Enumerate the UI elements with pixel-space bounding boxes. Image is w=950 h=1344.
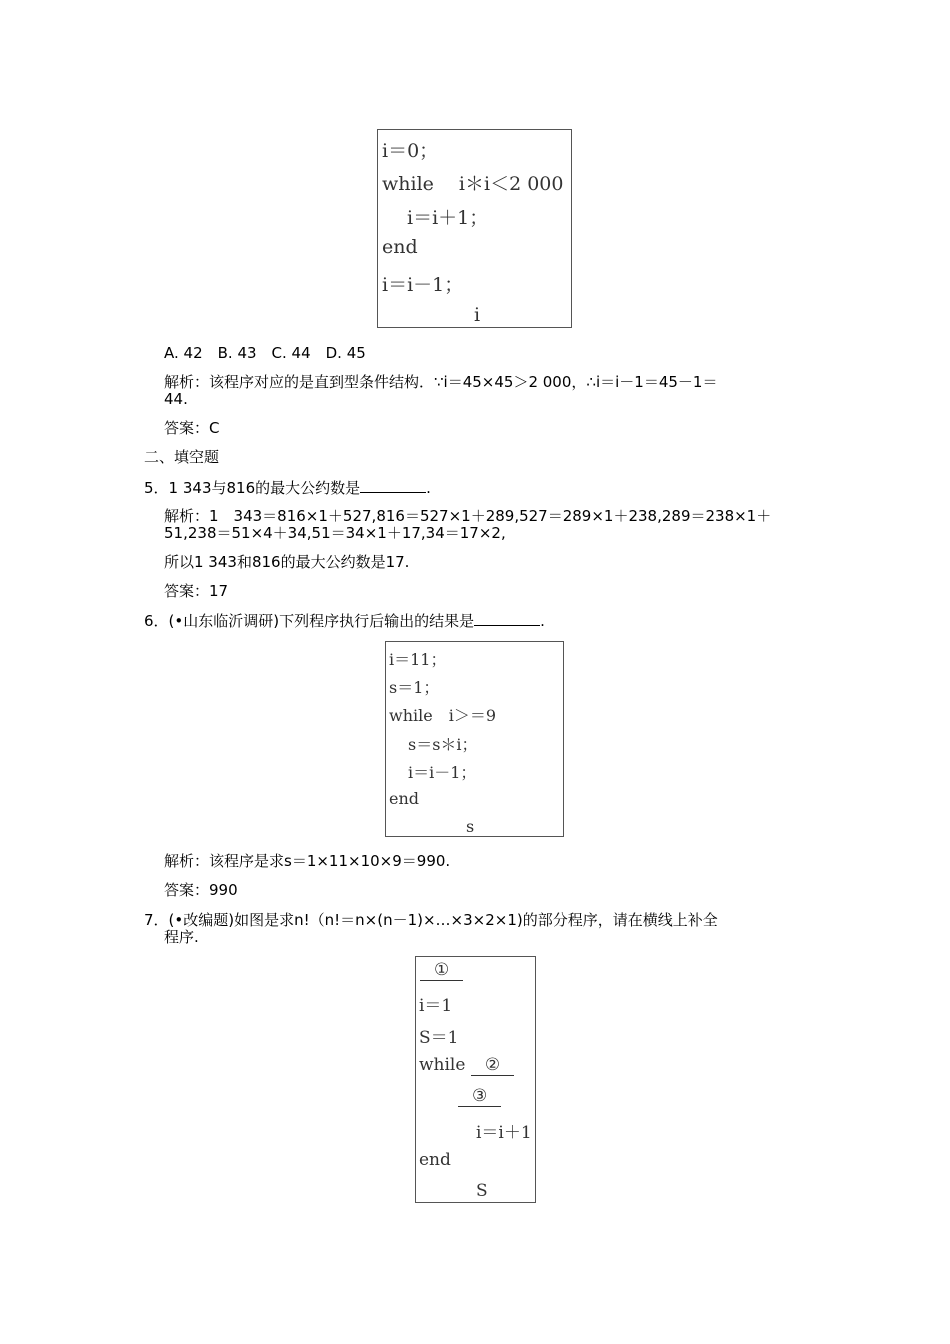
code-line xyxy=(458,1086,501,1106)
code-line: end xyxy=(389,789,420,808)
code-line: end xyxy=(419,1150,451,1170)
answer-blank xyxy=(474,611,540,626)
q5-analysis-line-2: 51,238＝51×4＋34,51＝34×1＋17,34＝17×2, xyxy=(164,524,506,542)
blank-1: ① xyxy=(420,960,463,981)
blank-3: ③ xyxy=(458,1086,501,1107)
q4-options: A. 42 B. 43 C. 44 D. 45 xyxy=(164,344,366,362)
code-line: i xyxy=(474,304,481,326)
code-line: i＝i－1； xyxy=(392,763,477,782)
q4-analysis-line-2: 44. xyxy=(164,390,188,408)
code-line: S xyxy=(476,1181,488,1201)
code-line: s xyxy=(466,817,475,836)
q4-analysis-line-1: 解析：该程序对应的是直到型条件结构．∵i＝45×45＞2 000，∴i＝i－1＝45－1＝ xyxy=(164,373,718,391)
code-line: S＝1 xyxy=(419,1028,459,1048)
q7-question-line-2: 程序. xyxy=(164,928,199,946)
code-line: i＝i－1； xyxy=(382,274,464,296)
q6-question xyxy=(144,611,545,630)
code-line xyxy=(419,1055,514,1075)
q5-question-end: . xyxy=(426,479,431,497)
code-box-1 xyxy=(377,129,572,328)
while-keyword: while xyxy=(419,1055,466,1075)
code-line: end xyxy=(382,236,418,258)
code-line: i＝11； xyxy=(389,650,447,669)
code-line: i＝0； xyxy=(382,140,439,162)
q4-answer: 答案：C xyxy=(164,419,220,437)
q5-analysis-line-3: 所以1 343和816的最大公约数是17. xyxy=(164,553,410,571)
code-line: i＝i＋1 xyxy=(476,1123,532,1143)
section-title: 二、填空题 xyxy=(144,448,220,466)
code-line: while i＊i＜2 000 xyxy=(382,173,564,195)
q5-answer: 答案：17 xyxy=(164,582,229,600)
code-line: i＝1 xyxy=(419,996,453,1016)
code-line: while i＞＝9 xyxy=(389,706,497,725)
code-box-2 xyxy=(385,641,564,837)
q5-question-text: 5．1 343与816的最大公约数是 xyxy=(144,479,361,497)
code-line: i＝i＋1； xyxy=(388,207,489,229)
q5-analysis-line-1: 解析：1 343＝816×1＋527,816＝527×1＋289,527＝289×1＋238,289＝238×1＋ xyxy=(164,507,772,525)
q6-question-text: 6．(•山东临沂调研)下列程序执行后输出的结果是 xyxy=(144,612,475,630)
code-line: s＝s＊i； xyxy=(392,735,478,754)
blank-2: ② xyxy=(471,1055,514,1076)
code-box-3 xyxy=(415,956,536,1203)
code-line: s＝1； xyxy=(389,678,440,697)
code-line xyxy=(420,960,463,980)
q5-question xyxy=(144,478,431,497)
q6-answer: 答案：990 xyxy=(164,881,238,899)
q7-question-line-1: 7．(•改编题)如图是求n!（n!＝n×(n－1)×…×3×2×1)的部分程序，请在横线上补全 xyxy=(144,911,718,929)
q6-analysis: 解析：该程序是求s＝1×11×10×9＝990. xyxy=(164,852,451,870)
q6-question-end: . xyxy=(540,612,545,630)
answer-blank xyxy=(360,478,426,493)
